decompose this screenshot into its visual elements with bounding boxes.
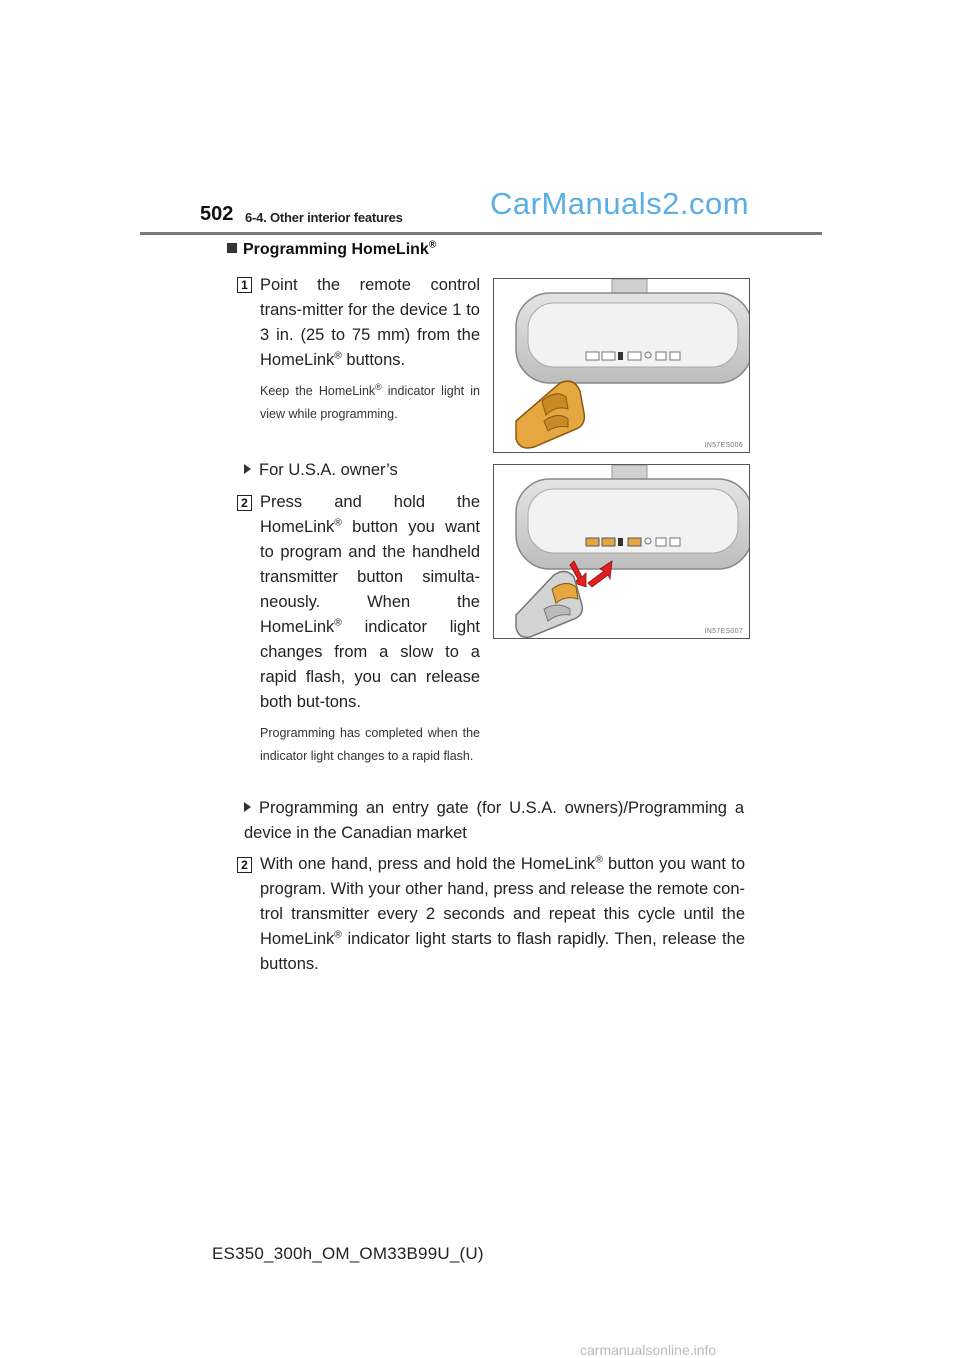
bullet-entry-gate: Programming an entry gate (for U.S.A. owners)/Programming a device in the Canadian market	[244, 799, 744, 842]
remote-transmitter-icon	[516, 381, 584, 448]
remote-transmitter-icon	[516, 571, 582, 637]
watermark-logo: CarManuals2.com	[490, 186, 750, 221]
section-title: 6-4. Other interior features	[245, 210, 403, 225]
bullet-usa-owners: For U.S.A. owner’s	[244, 458, 398, 483]
section-heading: Programming HomeLink®	[227, 241, 436, 259]
step-badge-2: 2	[237, 495, 252, 511]
page-number: 502	[200, 203, 234, 225]
header-rule	[140, 232, 822, 235]
figure-code: IN57ES006	[704, 442, 743, 449]
mirror-programming-illustration	[494, 465, 750, 639]
step2b-text: With one hand, press and hold the HomeLink® button you want to program. With your other hand, press and release the remote con-trol transmitter every 2 seconds and repeat this cycle until the HomeLink® indicator light starts to flash rapidly. Then, release the buttons.	[260, 854, 745, 973]
square-bullet-icon	[227, 243, 237, 253]
step2-note: Programming has completed when the indicator light changes to a rapid flash.	[260, 726, 480, 763]
document-code: ES350_300h_OM_OM33B99U_(U)	[212, 1244, 484, 1263]
step-badge-1: 1	[237, 277, 252, 293]
step1-text: Point the remote control trans-mitter for the device 1 to 3 in. (25 to 75 mm) from the HomeLink® buttons.	[260, 276, 480, 369]
step-badge-2b: 2	[237, 857, 252, 873]
step1-note: Keep the HomeLink® indicator light in view while programming.	[260, 381, 481, 421]
step2-text: Press and hold the HomeLink® button you want to program and the handheld transmitter button simulta-neously. When the HomeLink® indicator light changes from a slow to a rapid flash, you can release both but-tons.	[260, 493, 480, 711]
figure-mirror-remote	[493, 278, 750, 453]
figure-mirror-programming	[493, 464, 750, 639]
figure-code: IN57ES007	[704, 628, 743, 635]
triangle-bullet-icon	[244, 464, 251, 474]
mirror-illustration	[494, 279, 750, 453]
footer-watermark: carmanualsonline.info	[580, 1342, 717, 1358]
triangle-bullet-icon	[244, 802, 251, 812]
